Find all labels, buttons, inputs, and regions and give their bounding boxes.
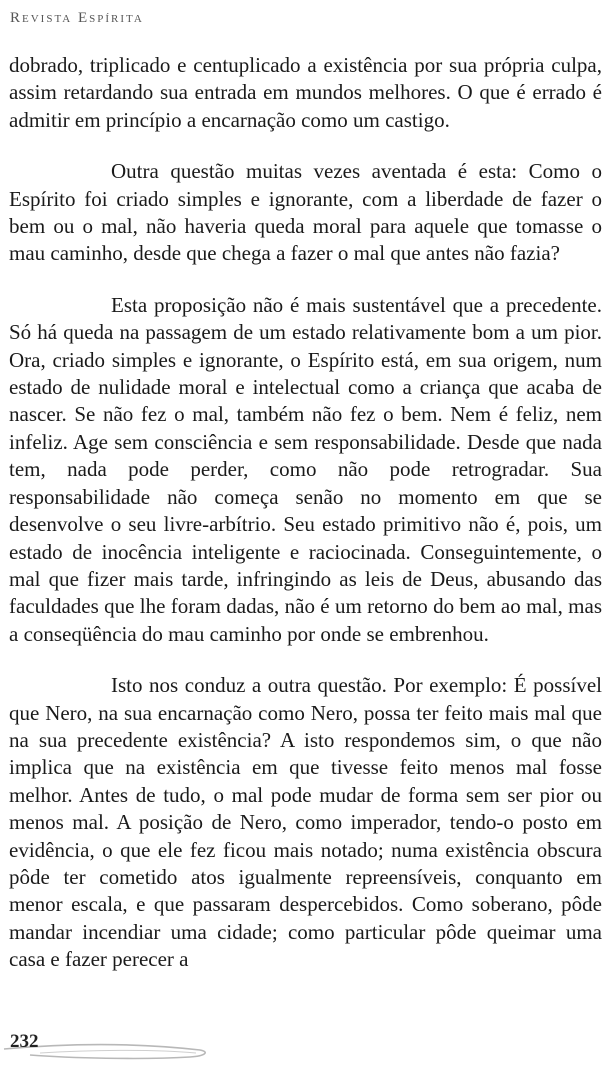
page-body bbox=[9, 52, 602, 998]
footer-swash-ornament bbox=[0, 1024, 611, 1064]
paragraph-3: Esta proposição não é mais sustentável que a precedente. Só há queda na passagem de um estado relativamente bom a um pior. Ora, criado simples e ignorante, o Espírito está, em sua origem, num estado de nulidade moral e intelectual como a criança que acaba de nascer. Se não fez o mal, também não fez o bem. Nem é feliz, nem infeliz. Age sem consciência e sem responsabilidade. Desde que nada tem, nada pode perder, como não pode retrogradar. Sua responsabilidade não começa senão no momento em que se desenvolve o seu livre-arbítrio. Seu estado primitivo não é, pois, um estado de inocência inteligente e raciocinada. Conseguintemente, o mal que fizer mais tarde, infringindo as leis de Deus, abusando das faculdades que lhe foram dadas, não é um retorno do bem ao mal, mas a conseqüência do mau caminho por onde se embrenhou. bbox=[9, 292, 602, 646]
paragraph-1: dobrado, triplicado e centuplicado a existência por sua própria culpa, assim retardando sua entrada em mundos melhores. O que é errado é admitir em princípio a encarnação como um castigo. bbox=[9, 53, 602, 132]
page-number: 232 bbox=[10, 1031, 39, 1052]
paragraph-4: Isto nos conduz a outra questão. Por exemplo: É possível que Nero, na sua encarnação como Nero, possa ter feito mais mal que na sua precedente existência? A isto respondemos sim, o que não implica que na existência em que tivesse feito menos mal fosse melhor. Antes de tudo, o mal pode mudar de forma sem ser pior ou menos mal. A posição de Nero, como imperador, tendo-o posto em evidência, o que ele fez ficou mais notado; numa existência obscura pôde ter cometido atos igualmente repreensíveis, conquanto em menor escala, e que passaram despercebidos. Como soberano, pôde mandar incendiar uma cidade; como particular pôde queimar uma casa e fazer perecer a bbox=[9, 673, 602, 972]
running-header: Revista Espírita bbox=[10, 10, 144, 26]
paragraph-2: Outra questão muitas vezes aventada é esta: Como o Espírito foi criado simples e ignorante, com a liberdade de fazer o bem ou o mal, não haveria queda moral para aquele que tomasse o mau caminho, desde que chega a fazer o mal que antes não fazia? bbox=[9, 159, 602, 266]
